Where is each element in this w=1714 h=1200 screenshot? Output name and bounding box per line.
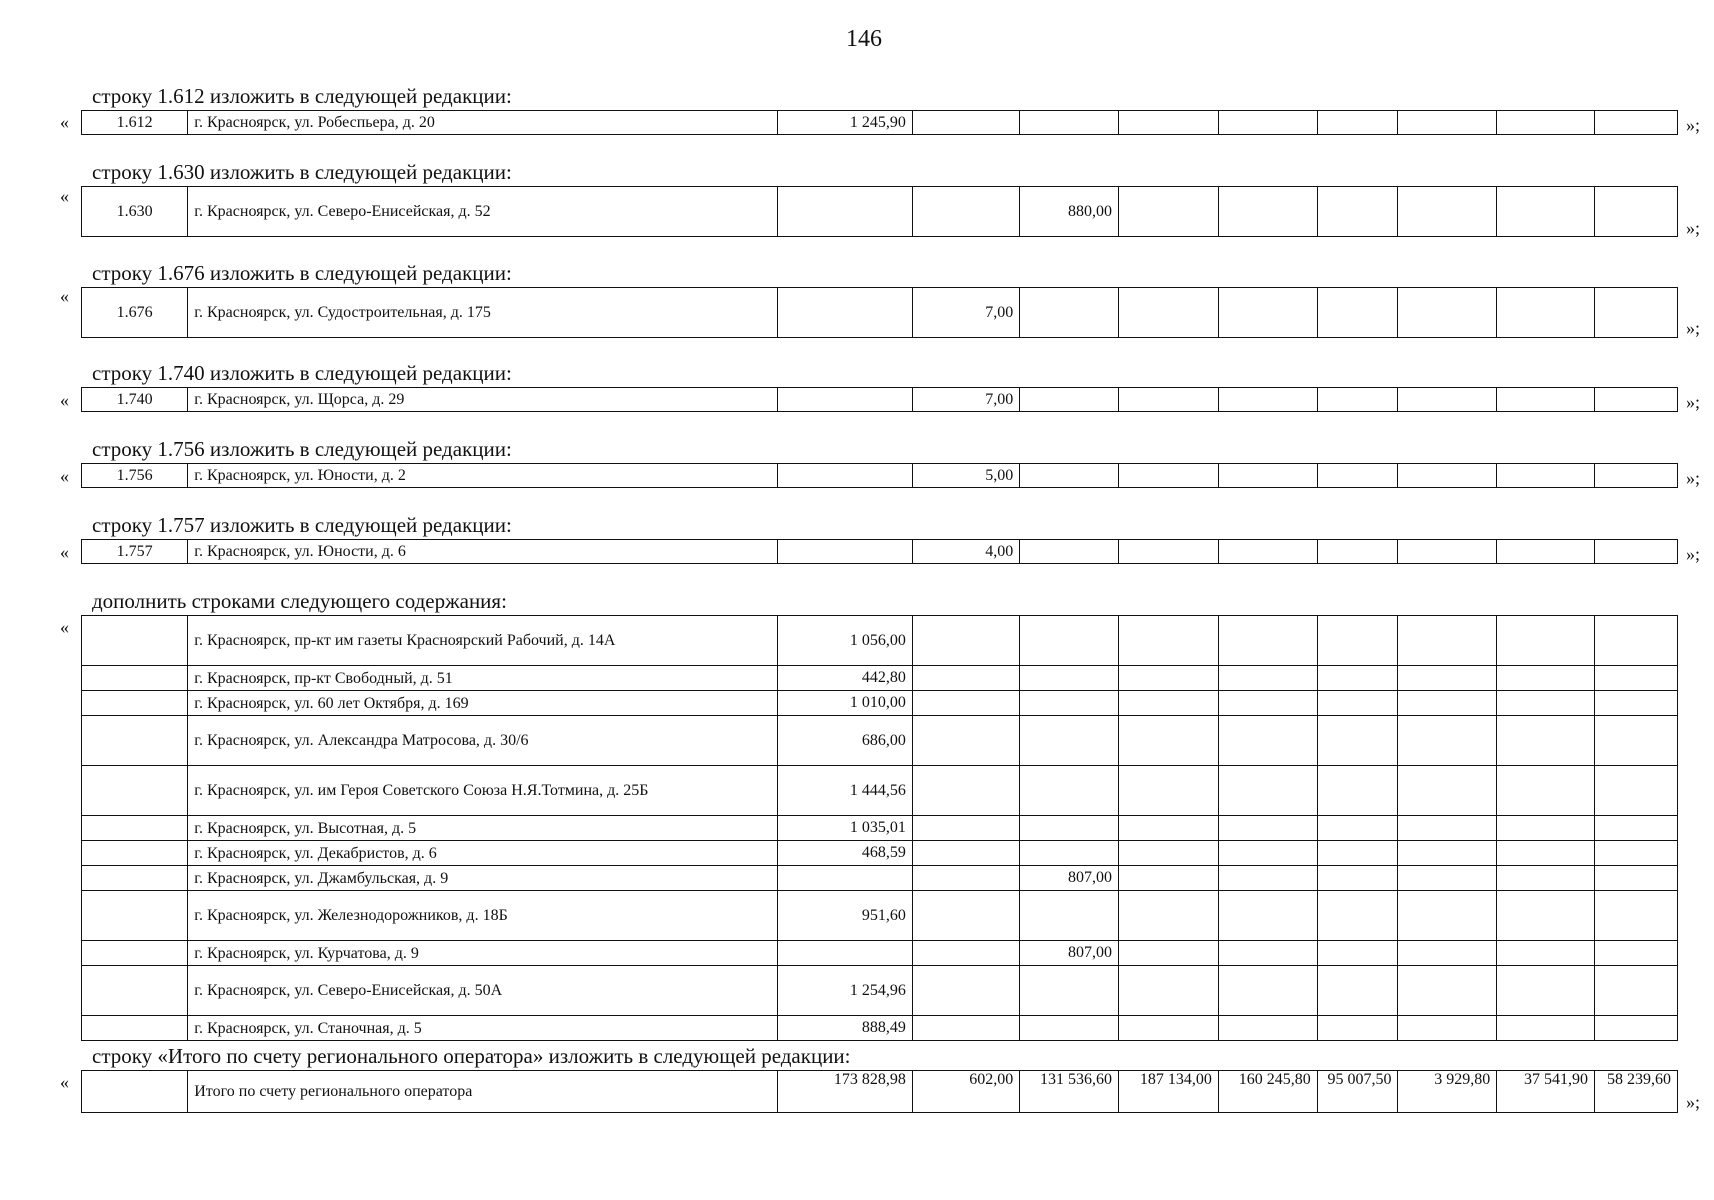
amendment-table xyxy=(81,110,1678,135)
row-number: 1.757 xyxy=(82,540,188,564)
total-value: 3 929,80 xyxy=(1398,1071,1497,1113)
row-address: г. Красноярск, ул. Юности, д. 6 xyxy=(188,540,778,564)
row-value xyxy=(1398,540,1497,564)
total-value: 95 007,50 xyxy=(1317,1071,1398,1113)
table-row xyxy=(82,766,1678,816)
row-value xyxy=(1595,288,1678,338)
row-value xyxy=(1595,966,1678,1016)
total-value: 187 134,00 xyxy=(1119,1071,1219,1113)
row-value xyxy=(1595,891,1678,941)
row-number: 1.740 xyxy=(82,388,188,412)
row-address: г. Красноярск, ул. Александра Матросова, д. 30/6 xyxy=(188,716,778,766)
quote-open: « xyxy=(60,1072,69,1092)
row-address: г. Красноярск, ул. Джамбульская, д. 9 xyxy=(188,866,778,891)
row-value xyxy=(1595,1016,1678,1041)
row-value xyxy=(1119,716,1219,766)
row-value xyxy=(912,941,1019,966)
row-value xyxy=(1595,388,1678,412)
amendment-heading: строку 1.757 изложить в следующей редакции: xyxy=(92,513,512,537)
row-value xyxy=(1497,691,1595,716)
additions-table xyxy=(81,615,1678,1041)
row-value xyxy=(1595,866,1678,891)
row-value xyxy=(1119,841,1219,866)
page-number: 146 xyxy=(846,26,882,52)
row-value xyxy=(1020,288,1119,338)
row-value xyxy=(1020,966,1119,1016)
row-value: 4,00 xyxy=(912,540,1019,564)
row-number xyxy=(82,716,188,766)
row-value xyxy=(1020,666,1119,691)
total-table xyxy=(81,1070,1678,1113)
quote-open: « xyxy=(60,112,69,132)
row-number xyxy=(82,816,188,841)
row-value xyxy=(1218,388,1317,412)
row-value xyxy=(1398,464,1497,488)
row-value xyxy=(1497,666,1595,691)
row-value xyxy=(1317,766,1398,816)
row-value xyxy=(777,866,912,891)
row-value xyxy=(1317,816,1398,841)
row-number: 1.630 xyxy=(82,187,188,237)
amendment-table xyxy=(81,186,1678,237)
row-value xyxy=(1398,841,1497,866)
row-value xyxy=(1020,766,1119,816)
row-value xyxy=(1119,111,1219,135)
row-number xyxy=(82,941,188,966)
row-value xyxy=(1119,891,1219,941)
row-value xyxy=(1218,464,1317,488)
row-address: г. Красноярск, ул. Декабристов, д. 6 xyxy=(188,841,778,866)
row-value: 1 035,01 xyxy=(777,816,912,841)
row-value xyxy=(1398,288,1497,338)
row-value xyxy=(1595,616,1678,666)
row-value xyxy=(1398,816,1497,841)
row-value xyxy=(1497,464,1595,488)
row-value xyxy=(912,616,1019,666)
row-value xyxy=(1218,540,1317,564)
row-value xyxy=(1497,841,1595,866)
row-value xyxy=(1595,816,1678,841)
row-value xyxy=(1119,666,1219,691)
row-value xyxy=(912,716,1019,766)
table-row xyxy=(82,691,1678,716)
row-value xyxy=(1497,891,1595,941)
row-value xyxy=(1020,816,1119,841)
total-value: 602,00 xyxy=(912,1071,1019,1113)
row-address: г. Красноярск, ул. Курчатова, д. 9 xyxy=(188,941,778,966)
row-value xyxy=(1218,816,1317,841)
table-row xyxy=(82,187,1678,237)
row-value xyxy=(1218,891,1317,941)
row-address: г. Красноярск, ул. Северо-Енисейская, д. 50А xyxy=(188,966,778,1016)
row-value: 1 254,96 xyxy=(777,966,912,1016)
table-row xyxy=(82,111,1678,135)
row-value xyxy=(1119,691,1219,716)
row-address: г. Красноярск, пр-кт Свободный, д. 51 xyxy=(188,666,778,691)
row-number: 1.612 xyxy=(82,111,188,135)
amendment-heading: строку 1.756 изложить в следующей редакции: xyxy=(92,437,512,461)
row-value xyxy=(1595,716,1678,766)
row-value xyxy=(1595,187,1678,237)
row-value: 7,00 xyxy=(912,388,1019,412)
table-row xyxy=(82,616,1678,666)
row-value xyxy=(777,187,912,237)
row-value: 686,00 xyxy=(777,716,912,766)
table-row xyxy=(82,464,1678,488)
amendment-table xyxy=(81,287,1678,338)
row-value: 1 245,90 xyxy=(777,111,912,135)
row-number xyxy=(82,841,188,866)
row-value xyxy=(1020,1016,1119,1041)
row-value xyxy=(1398,616,1497,666)
row-value xyxy=(1218,941,1317,966)
row-value xyxy=(1317,941,1398,966)
row-value xyxy=(912,891,1019,941)
row-value xyxy=(912,816,1019,841)
quote-close: »; xyxy=(1686,115,1701,135)
row-value xyxy=(1398,866,1497,891)
table-row xyxy=(82,841,1678,866)
row-value xyxy=(1595,666,1678,691)
row-value xyxy=(1218,841,1317,866)
row-value xyxy=(912,666,1019,691)
row-value xyxy=(1317,540,1398,564)
row-value xyxy=(912,766,1019,816)
row-value xyxy=(1317,1016,1398,1041)
row-value xyxy=(1497,816,1595,841)
row-address: г. Красноярск, ул. им Героя Советского Союза Н.Я.Тотмина, д. 25Б xyxy=(188,766,778,816)
total-value: 37 541,90 xyxy=(1497,1071,1595,1113)
row-value xyxy=(1497,388,1595,412)
row-value xyxy=(1317,891,1398,941)
row-number xyxy=(82,691,188,716)
quote-open: « xyxy=(60,617,69,637)
row-value xyxy=(777,288,912,338)
row-value xyxy=(912,187,1019,237)
row-value xyxy=(1595,841,1678,866)
row-value xyxy=(1317,388,1398,412)
row-value: 807,00 xyxy=(1020,941,1119,966)
row-value: 807,00 xyxy=(1020,866,1119,891)
row-number xyxy=(82,616,188,666)
row-value xyxy=(777,464,912,488)
table-row xyxy=(82,716,1678,766)
row-value xyxy=(1398,187,1497,237)
row-value xyxy=(1497,941,1595,966)
row-value xyxy=(1497,716,1595,766)
quote-open: « xyxy=(60,542,69,562)
row-address: г. Красноярск, ул. Судостроительная, д. 175 xyxy=(188,288,778,338)
row-value xyxy=(1218,966,1317,1016)
table-row xyxy=(82,966,1678,1016)
row-value xyxy=(1020,540,1119,564)
total-value: 173 828,98 xyxy=(777,1071,912,1113)
row-address: г. Красноярск, ул. Железнодорожников, д. 18Б xyxy=(188,891,778,941)
row-value xyxy=(1317,716,1398,766)
row-value xyxy=(1218,187,1317,237)
row-value xyxy=(1119,388,1219,412)
row-address: г. Красноярск, ул. Щорса, д. 29 xyxy=(188,388,778,412)
row-value xyxy=(1218,716,1317,766)
row-value xyxy=(1218,111,1317,135)
row-value xyxy=(1119,966,1219,1016)
row-value xyxy=(1119,288,1219,338)
row-value: 880,00 xyxy=(1020,187,1119,237)
row-value xyxy=(1119,941,1219,966)
row-value xyxy=(1497,540,1595,564)
row-value xyxy=(1119,816,1219,841)
row-address: г. Красноярск, ул. Высотная, д. 5 xyxy=(188,816,778,841)
row-value xyxy=(1497,766,1595,816)
row-value xyxy=(1119,766,1219,816)
row-address: г. Красноярск, ул. Робеспьера, д. 20 xyxy=(188,111,778,135)
quote-open: « xyxy=(60,466,69,486)
row-value xyxy=(1119,464,1219,488)
row-value xyxy=(1317,841,1398,866)
row-value xyxy=(1020,891,1119,941)
row-value xyxy=(777,388,912,412)
row-value xyxy=(1595,111,1678,135)
row-value xyxy=(1398,388,1497,412)
table-row xyxy=(82,288,1678,338)
row-value xyxy=(1497,111,1595,135)
row-value xyxy=(1317,464,1398,488)
total-heading: строку «Итого по счету регионального оператора» изложить в следующей редакции: xyxy=(92,1044,851,1068)
row-value xyxy=(1020,388,1119,412)
total-label: Итого по счету регионального оператора xyxy=(188,1071,778,1113)
row-value xyxy=(912,966,1019,1016)
row-value xyxy=(1595,691,1678,716)
row-value xyxy=(1398,1016,1497,1041)
quote-close: »; xyxy=(1686,392,1701,412)
row-value xyxy=(1595,766,1678,816)
row-number xyxy=(82,766,188,816)
row-value xyxy=(912,111,1019,135)
row-value xyxy=(1398,966,1497,1016)
row-number xyxy=(82,866,188,891)
table-row xyxy=(82,866,1678,891)
row-value xyxy=(777,941,912,966)
quote-close: »; xyxy=(1686,218,1701,238)
quote-close: »; xyxy=(1686,1092,1701,1112)
amendment-table xyxy=(81,463,1678,488)
row-value xyxy=(1398,716,1497,766)
row-value xyxy=(1398,891,1497,941)
row-value xyxy=(1218,288,1317,338)
row-value xyxy=(1317,866,1398,891)
quote-open: « xyxy=(60,186,69,206)
row-value xyxy=(1119,540,1219,564)
row-number xyxy=(82,666,188,691)
row-number: 1.676 xyxy=(82,288,188,338)
row-value: 5,00 xyxy=(912,464,1019,488)
row-value xyxy=(1119,866,1219,891)
total-row xyxy=(82,1071,1678,1113)
row-address: г. Красноярск, ул. Северо-Енисейская, д. 52 xyxy=(188,187,778,237)
row-value xyxy=(912,841,1019,866)
additions-heading: дополнить строками следующего содержания: xyxy=(92,589,507,613)
row-value xyxy=(1317,288,1398,338)
row-value xyxy=(1497,187,1595,237)
row-value xyxy=(1218,691,1317,716)
table-row xyxy=(82,540,1678,564)
row-value: 951,60 xyxy=(777,891,912,941)
row-value xyxy=(1398,691,1497,716)
row-value xyxy=(1218,616,1317,666)
quote-close: »; xyxy=(1686,318,1701,338)
quote-close: »; xyxy=(1686,544,1701,564)
amendment-table xyxy=(81,539,1678,564)
total-value: 131 536,60 xyxy=(1020,1071,1119,1113)
row-value xyxy=(1317,666,1398,691)
row-number xyxy=(82,1016,188,1041)
row-value xyxy=(1020,716,1119,766)
quote-open: « xyxy=(60,390,69,410)
table-row xyxy=(82,941,1678,966)
amendment-heading: строку 1.612 изложить в следующей редакции: xyxy=(92,84,512,108)
row-value xyxy=(1497,288,1595,338)
table-row xyxy=(82,666,1678,691)
row-value: 442,80 xyxy=(777,666,912,691)
row-value xyxy=(1398,111,1497,135)
row-address: г. Красноярск, ул. 60 лет Октября, д. 169 xyxy=(188,691,778,716)
row-value xyxy=(1317,691,1398,716)
row-number: 1.756 xyxy=(82,464,188,488)
row-value xyxy=(1218,666,1317,691)
row-value xyxy=(1119,616,1219,666)
row-value xyxy=(1218,766,1317,816)
row-address: г. Красноярск, ул. Станочная, д. 5 xyxy=(188,1016,778,1041)
quote-close: »; xyxy=(1686,468,1701,488)
row-value xyxy=(1020,616,1119,666)
table-row xyxy=(82,1016,1678,1041)
row-value xyxy=(1497,616,1595,666)
row-value xyxy=(1020,464,1119,488)
amendment-table xyxy=(81,387,1678,412)
row-value xyxy=(912,1016,1019,1041)
total-value: 160 245,80 xyxy=(1218,1071,1317,1113)
table-row xyxy=(82,891,1678,941)
row-value xyxy=(1317,616,1398,666)
row-value xyxy=(1317,187,1398,237)
row-value xyxy=(1595,540,1678,564)
row-number xyxy=(82,1071,188,1113)
table-row xyxy=(82,388,1678,412)
row-value xyxy=(1595,941,1678,966)
row-address: г. Красноярск, ул. Юности, д. 2 xyxy=(188,464,778,488)
row-value xyxy=(1595,464,1678,488)
row-value xyxy=(1020,691,1119,716)
row-address: г. Красноярск, пр-кт им газеты Красноярский Рабочий, д. 14А xyxy=(188,616,778,666)
row-value xyxy=(1317,111,1398,135)
row-value: 888,49 xyxy=(777,1016,912,1041)
row-value xyxy=(1317,966,1398,1016)
row-value xyxy=(1398,941,1497,966)
row-value xyxy=(1119,1016,1219,1041)
quote-open: « xyxy=(60,286,69,306)
row-value xyxy=(1020,111,1119,135)
row-number xyxy=(82,891,188,941)
row-number xyxy=(82,966,188,1016)
row-value xyxy=(1020,841,1119,866)
amendment-heading: строку 1.676 изложить в следующей редакции: xyxy=(92,261,512,285)
total-value: 58 239,60 xyxy=(1595,1071,1678,1113)
amendment-heading: строку 1.630 изложить в следующей редакции: xyxy=(92,160,512,184)
row-value: 1 010,00 xyxy=(777,691,912,716)
row-value: 1 056,00 xyxy=(777,616,912,666)
row-value xyxy=(1398,766,1497,816)
row-value xyxy=(912,866,1019,891)
row-value xyxy=(1218,866,1317,891)
row-value xyxy=(777,540,912,564)
row-value: 7,00 xyxy=(912,288,1019,338)
row-value xyxy=(1497,966,1595,1016)
row-value xyxy=(912,691,1019,716)
row-value: 468,59 xyxy=(777,841,912,866)
row-value xyxy=(1497,866,1595,891)
row-value xyxy=(1218,1016,1317,1041)
amendment-heading: строку 1.740 изложить в следующей редакции: xyxy=(92,361,512,385)
row-value: 1 444,56 xyxy=(777,766,912,816)
row-value xyxy=(1497,1016,1595,1041)
row-value xyxy=(1398,666,1497,691)
table-row xyxy=(82,816,1678,841)
row-value xyxy=(1119,187,1219,237)
